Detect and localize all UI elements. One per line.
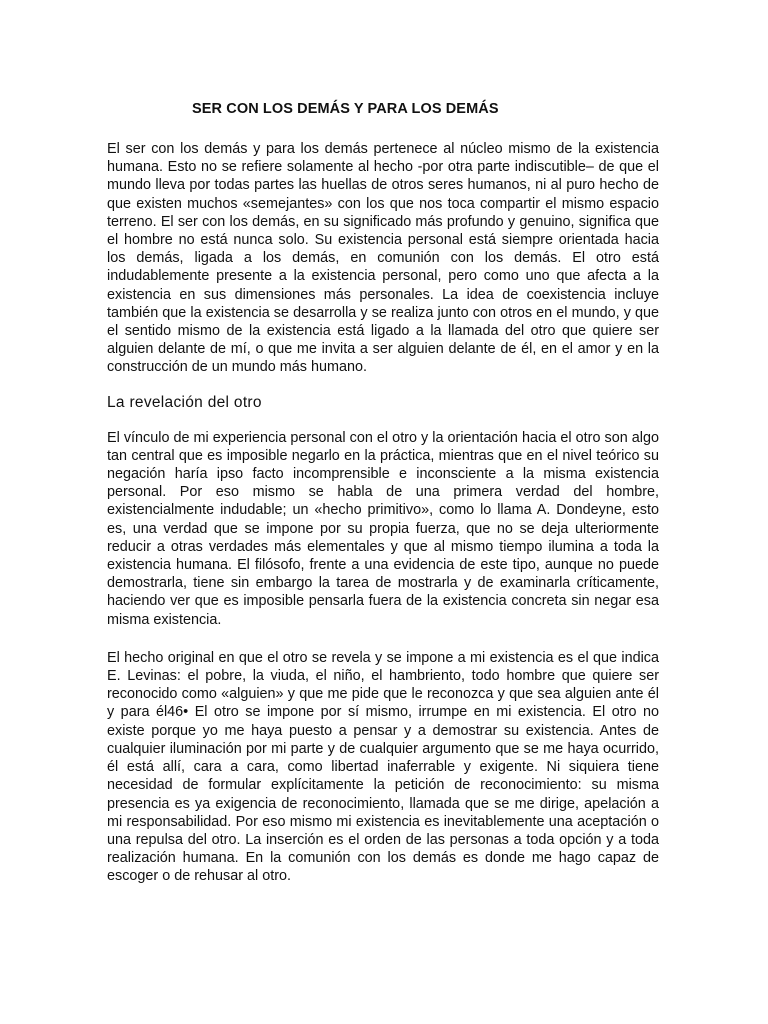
body-paragraph-1: El vínculo de mi experiencia personal con el otro y la orientación hacia el otro son algo tan central que es imposible negarlo en la práctica, mientras que en el nivel teórico su negación haría ipso facto incomprensible e inconsciente a la misma existencia personal. Por eso mismo se habla de una primera verdad del hombre, existencialmente indudable; un «hecho primitivo», como lo llama A. Dondeyne, esto es, una verdad que se impone por su propia fuerza, que no se deja ulteriormente reducir a otras verdades más elementales y que al mismo tiempo ilumina a toda la existencia humana. El filósofo, frente a una evidencia de este tipo, aunque no puede demostrarla, tiene sin embargo la tarea de mostrarla y de examinarla críticamente, haciendo ver que es imposible pensarla fuera de la existencia concreta sin negar esa misma existencia. [107, 429, 659, 628]
intro-paragraph: El ser con los demás y para los demás pertenece al núcleo mismo de la existencia humana. Esto no se refiere solamente al hecho -por otra parte indiscutible– de que el mundo lleva por todas partes las huellas de otros seres humanos, ni al puro hecho de que existen muchos «semejantes» con los que nos toca compartir el mismo espacio terreno. El ser con los demás, en su significado más profundo y genuino, significa que el hombre no está nunca solo. Su existencia personal está siempre orientada hacia los demás, ligada a los demás, en comunión con los demás. El otro está indudablemente presente a la existencia personal, pero como uno que afecta a la existencia en sus dimensiones más personales. La idea de coexistencia incluye también que la existencia se desarrolla y se realiza junto con otros en el mundo, y que el sentido mismo de la existencia está ligado a la llamada del otro que quiere ser alguien delante de mí, o que me invita a ser alguien delante de él, en el amor y en la construcción de un mundo más humano. [107, 141, 659, 376]
document-title: SER CON LOS DEMÁS Y PARA LOS DEMÁS [192, 101, 499, 117]
section-heading: La revelación del otro [107, 393, 262, 411]
document-page [107, 100, 659, 886]
body-paragraph-2: El hecho original en que el otro se revela y se impone a mi existencia es el que indica E. Levinas: el pobre, la viuda, el niño, el hambriento, todo hombre que quiere ser reconocido como «alguien» y que me pide que le reconozca y que sea alguien ante él y para él46• El otro se impone por sí mismo, irrumpe en mi existencia. El otro no existe porque yo me haya puesto a pensar y a demostrar su existencia. Antes de cualquier iluminación por mi parte y de cualquier argumento que se me haya ocurrido, él está allí, cara a cara, como libertad inaferrable y exigente. Ni siquiera tiene necesidad de formular explícitamente la petición de reconocimiento: su misma presencia es ya exigencia de reconocimiento, llamada que se me dirige, apelación a mi responsabilidad. Por eso mismo mi existencia es inevitablemente una aceptación o una repulsa del otro. La inserción es el orden de las personas a toda opción y a toda realización humana. En la comunión con los demás es donde me hago capaz de escoger o de rehusar al otro. [107, 649, 659, 885]
